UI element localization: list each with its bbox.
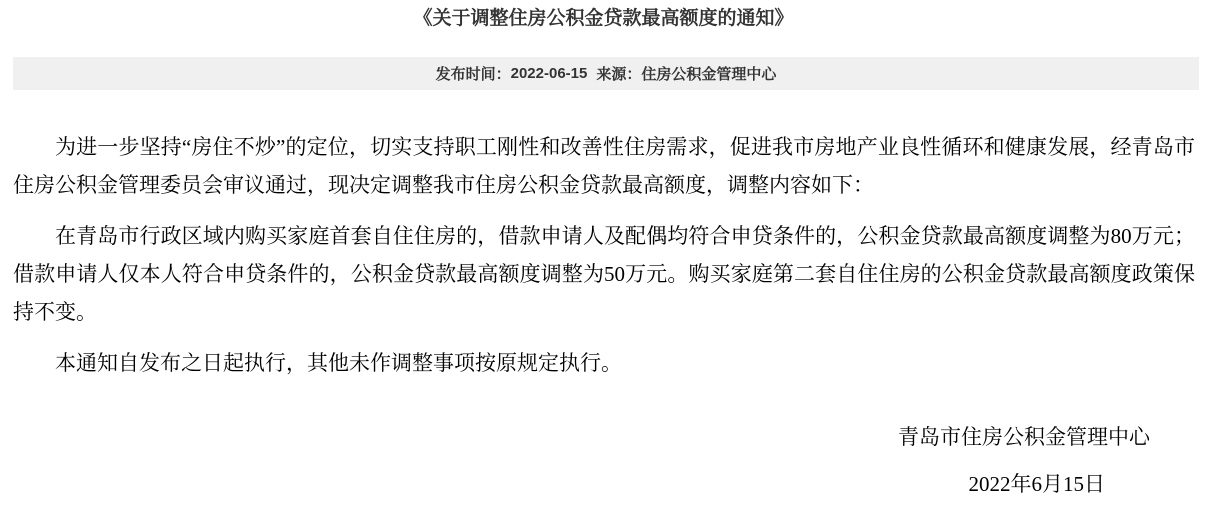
paragraph-intro: 为进一步坚持“房住不炒”的定位，切实支持职工刚性和改善性住房需求，促进我市房地产业良性循环和健康发展，经青岛市住房公积金管理委员会审议通过，现决定调整我市住房公积金贷款最高额度，调整内容如下：: [13, 135, 1195, 197]
source-value: 住房公积金管理中心: [641, 66, 777, 83]
notice-document-page: [0, 7, 1207, 507]
source-label: 来源：: [596, 66, 642, 83]
meta-bar: [13, 57, 1199, 90]
signature-issuer: 青岛市住房公积金管理中心: [898, 425, 1150, 449]
signature-date: 2022年6月15日: [968, 472, 1105, 496]
notice-body: [13, 128, 1195, 503]
page-title: 《关于调整住房公积金贷款最高额度的通知》: [413, 8, 794, 29]
paragraph-adjustment-details: 在青岛市行政区域内购买家庭首套自住住房的，借款申请人及配偶均符合申贷条件的，公积金贷款最高额度调整为80万元；借款申请人仅本人符合申贷条件的，公积金贷款最高额度调整为50万元。购买家庭第二套自住住房的公积金贷款最高额度政策保持不变。: [13, 224, 1195, 324]
publish-time-value: 2022-06-15: [510, 65, 588, 82]
paragraph-effective-date: 本通知自发布之日起执行，其他未作调整事项按原规定执行。: [55, 351, 622, 375]
publish-time-label: 发布时间：: [435, 66, 511, 83]
